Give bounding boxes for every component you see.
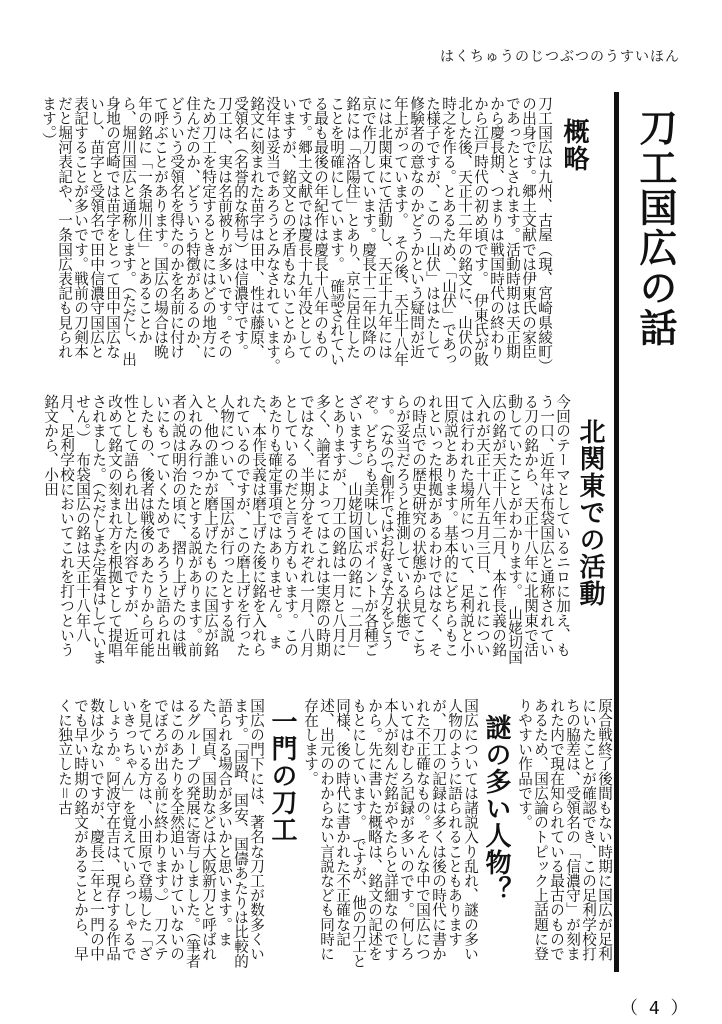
kanto-text: 今回のテーマとしているニロに加え、もう一口、近年は布袋国広と通称されている刀の銘から、天正十八年に北関東で活動していたことがわかります。 山姥切国広の銘が天正十八年二月、本作長義の銘入れが天正十八年五月三日、これについては行われた場所について、足利説と小田原説とあります。基本的にどちらもこれといった根拠があるわけではなく、その時点での歴史研究の状態から見てこちらが妥当だろうと推測している状態です。（なので創作ではお好きな方をどうぞ。どちらも美味しいポイントが各種ございます。） 山姥切国広の銘に「二月」とありますが、刀工の銘は一月と八月に多く、論者によってはこれは実際の時期ではなく、半期分をそれぞれ一月、八月としているのだと言う方もいます。このあたりも確定事項ではありません。 また、本作長義は磨上げた後に銘を入れられているのですが、この磨上げを行った人物について、国広が行ったとする説と、他の誰かが磨上げたものに国広が銘入れのみ行ったとする説があります。前者の説は明治の頃に、摺り上げたのは戦いにもっていくためであろうと語られ出したもの、後者は戦後のあたりから可能性として語られ出した内容ですが、近年改めて銘文の刻まれ方を根拠として提唱されました。（ただしまだ定着はしていません。） 布袋国広の銘は天正十八年八月、足利学校においてこれを打つという銘文から、小田	[42, 394, 571, 665]
school-text: 国広の門下には、著名な刀工が数多くいます。「国路、国安、国儔あたりは比較的語られる場合が多いかと思います。また、国貞、国助などは大阪新刀と呼ばれるグループの発展に寄与しました。（筆者はこのあたりを全然追いかけていないのでぼろが出る前に終わります。） 刀ステを見ている方は、小田原で登場した「ざいきっちゃん」を覚えていらっしゃるでしょうか。阿波守在吉は、現存する作品数は少ないですが、慶長二年と一門の中でも早い時期の銘文があることから、早くに独立した＝古	[56, 698, 265, 969]
page-number: （ 4 ）	[620, 998, 689, 1019]
school-heading: 一門の刀工	[267, 708, 297, 843]
kanto-heading: 北関東での活動	[575, 418, 605, 607]
vertical-rule	[614, 92, 619, 972]
kanto-continuation-text: 原合戦終了後間もない時期に国広が足利にいたことが確認でき、この足利学校打ちの脇差は、受領名の「信濃守」が刻まれた内で現在知られている最古のものであるため、国広論のトピック上話題に登りやすい作品です。	[516, 698, 613, 961]
main-title: 刀工国広の話	[633, 108, 677, 348]
overview-heading: 概略	[559, 118, 589, 172]
running-header: はくちゅうのじつぶつのうすいほん	[440, 49, 680, 65]
mysterious-text: 国広については諸説入り乱れ、謎の多い人物のように語られることもありますが、刀工の記録は多くは後の時代に書かれた不正確なもの。そんな中で国広についてはむしろ記録が多いのです。何しろ本人が刻んだ銘がやたらと詳細なのですから。先に書いた概略は、銘文の記述をもとにしています。 ですが、他の刀工と同様、後の時代に書かれた不正確な記述、出元のわからない言説なども同時に存在します。	[302, 698, 479, 969]
overview-text: 刀工国広は九州、古屋（現、宮崎県綾町）の出身です。郷土文献では伊東氏の家臣であったとされます。活動時期は天正期から慶長期、つまりは戦国時代の終わりから江戸時代の初め頃です。 伊東氏が敗北した後、天正十二年の銘文に、山伏の時之を作る。とあるため、「山伏」であった様子ですが、この「山伏」ははたして修験者の意なのかどうかという疑問が近年上がっています。 その後、天正十八年には北関東にて活動し、天正十九年には京で作刀しています。慶長十二年以降の銘には「洛陽住」とあり、京に居住したことを明確にしています。 確認されている最も最後の年紀作は慶長十八年のものです。郷土文献では慶長十九年没としていますが、銘文との矛盾もないことから没年は妥当であろうとみなされています。 銘文に刻まれた苗字は田中、性は藤原、受領名（名誉的な称号）は信濃守です。 刀工は、実は名前被りが多いです。そのため刀工を特定するときにはどの地方に住んだのか、どういう特徴があるのか、どういう受領名を得たのかを名前に付けて呼ぶことがあります。国広の場合は晩年の銘に「一条堀川住」とあることから、堀川国広と通称します。（ただし、出身地の宮崎では苗字をとって田中国広ないし、苗字と受領名で田中信濃守国広と表記することが多いです。戦前の刀剣本だと堀河表記や、一条国広表記も見られます。）	[40, 96, 553, 381]
mysterious-heading: 謎の多い人物？	[481, 714, 511, 903]
